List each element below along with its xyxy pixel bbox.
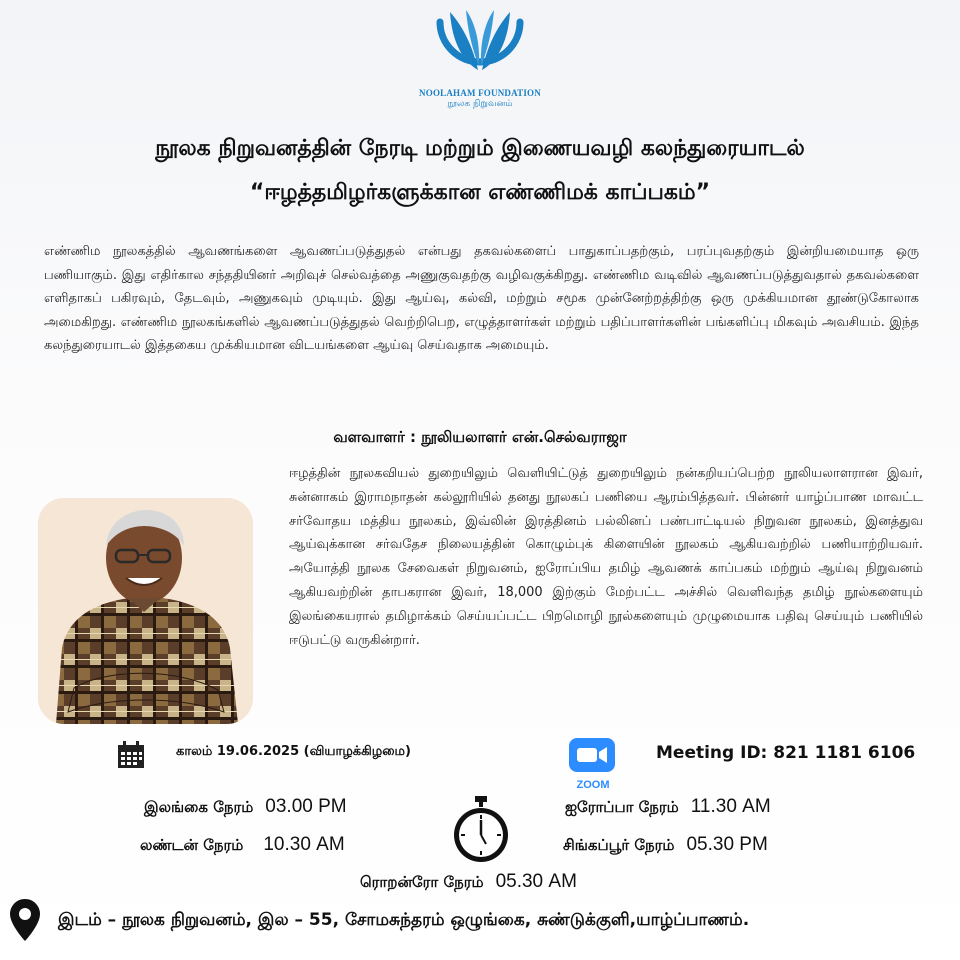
- time-london-label: லண்டன் நேரம்: [140, 836, 244, 854]
- time-srilanka: [144, 796, 347, 818]
- zoom-label: ZOOM: [576, 779, 610, 791]
- time-toronto-value: 05.30 AM: [495, 871, 577, 892]
- time-london-value: 10.30 AM: [263, 834, 345, 855]
- time-toronto: [360, 871, 577, 893]
- calendar-icon: [117, 741, 145, 769]
- event-subtitle: “ஈழத்தமிழர்களுக்கான எண்ணிமக் காப்பகம்”: [249, 180, 711, 205]
- stopwatch-icon: [450, 796, 512, 864]
- time-singapore-label: சிங்கப்பூர் நேரம்: [563, 836, 675, 854]
- time-singapore-value: 05.30 PM: [686, 834, 768, 855]
- venue-address: இடம் – நூலக நிறுவனம், இல – 55, சோமசுந்தரம் ஒழுங்கை, சுண்டுக்குளி,யாழ்ப்பாணம்.: [58, 910, 750, 930]
- time-singapore: [563, 834, 768, 856]
- time-europe-value: 11.30 AM: [690, 796, 771, 817]
- time-europe-label: ஐரோப்பா நேரம்: [565, 798, 679, 816]
- time-toronto-label: ரொறன்ரோ நேரம்: [360, 873, 484, 891]
- speaker-bio: ஈழத்தின் நூலகவியல் துறையிலும் வெளியிட்டுத் துறையிலும் நன்கறியப்பெற்ற நூலியலாளரான இவர், சுன்னாகம் இராமநாதன் கல்லூரியில் தனது நூலகப் பணியை ஆரம்பித்தவர். பின்னர் யாழ்ப்பாண மாவட்ட சர்வோதய மத்திய நூலகம், இவ்லின் இரத்தினம் பல்லினப் பண்பாட்டியல் நிறுவன நூலகம், இனத்துவ ஆய்வுக்கான சர்வதேச நிலையத்தின் கொழும்புக் கிளையின் நூலகம் ஆகியவற்றில் பணியாற்றியவர். அயோத்தி நூலக சேவைகள் நிறுவனம், ஐரோப்பிய தமிழ் ஆவணக் காப்பகம் மற்றும் ஆய்வு நிறுவனம் ஆகியவற்றின் தாபகரான இவர், 18,000 இற்கும் மேற்பட்ட அச்சில் வெளிவந்த தமிழ் நூல்களையும் இலங்கையரால் தமிழாக்கம் செய்யப்பட்ட பிறமொழி நூல்களையும் முழுமையாக பதிவு செய்யும் பணியில் ஈடுபட்டு வருகின்றார்.: [289, 466, 923, 648]
- event-title: நூலக நிறுவனத்தின் நேரடி மற்றும் இணையவழி கலந்துரையாடல்: [155, 136, 805, 161]
- noolaham-logo: [430, 4, 530, 88]
- time-srilanka-label: இலங்கை நேரம்: [144, 798, 254, 816]
- event-date: காலம் 19.06.2025 (வியாழக்கிழமை): [176, 744, 411, 759]
- speaker-heading: வளவாளர் : நூலியலாளர் என்.செல்வராஜா: [333, 428, 627, 446]
- meeting-id: Meeting ID: 821 1181 6106: [656, 743, 916, 763]
- location-pin-icon: [10, 899, 40, 941]
- speaker-photo: [38, 498, 253, 724]
- time-london: [140, 834, 345, 856]
- organization-name-ta: நூலக நிறுவனம்: [447, 99, 513, 109]
- time-srilanka-value: 03.00 PM: [265, 796, 347, 817]
- intro-paragraph: எண்ணிம நூலகத்தில் ஆவணங்களை ஆவணப்படுத்துதல் என்பது தகவல்களைப் பாதுகாப்பதற்கும், பரப்புவதற்கும் இன்றியமையாத ஒரு பணியாகும். இது எதிர்கால சந்ததியினர் அறிவுச் செல்வத்தை அணுகுவதற்கு வழிவகுக்கிறது. எண்ணிம வடிவில் ஆவணப்படுத்துவதால் தகவல்களை எளிதாகப் பகிரவும், தேடவும், அணுகவும் முடியும். இது ஆய்வு, கல்வி, மற்றும் சமூக முன்னேற்றத்திற்கு ஒரு முக்கியமான தூண்டுகோலாக அமைகிறது. எண்ணிம நூலகங்களில் ஆவணப்படுத்துதல் வெற்றிபெற, எழுத்தாளர்கள் மற்றும் பதிப்பாளர்களின் பங்களிப்பு மிகவும் அவசியம். இந்த கலந்துரையாடல் இத்தகைய முக்கியமான விடயங்களை ஆய்வு செய்வதாக அமையும்.: [44, 244, 919, 354]
- zoom-icon: [569, 738, 615, 772]
- time-europe: [565, 796, 771, 818]
- organization-name-en: NOOLAHAM FOUNDATION: [419, 88, 541, 98]
